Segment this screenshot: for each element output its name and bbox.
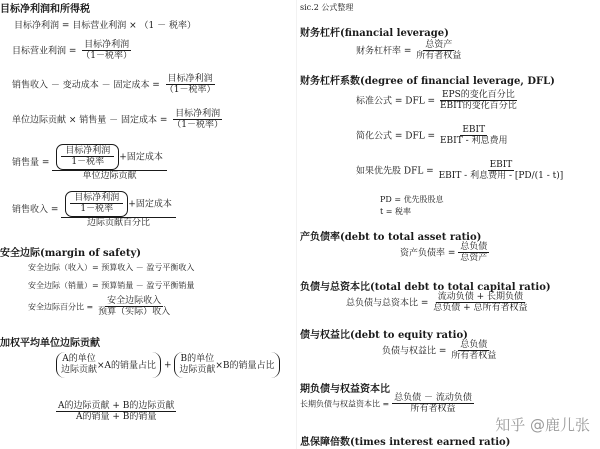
- formula-revenue-cost: 销售收入 － 变动成本 － 固定成本 = $\frac{\text{目标净利润}}{\text{（1－税率）}}$: [12, 74, 216, 96]
- note-t: t = 税率: [380, 207, 412, 216]
- formula-safety-percent: 安全边际百分比 = $\frac{\text{安全边际收入}}{\text{预算（实际）收入}}$: [28, 296, 171, 318]
- section-title-debt-asset: 产负债率(debt to total asset ratio): [300, 232, 482, 243]
- formula-sales-volume: 销售量 = $\frac{\text{目标净利润}}{\text{1－税率}}$ +固定成本 单位边际贡献: [12, 144, 167, 181]
- section-title-long-term-debt: 期负债与权益资本比: [300, 384, 390, 395]
- formula-debt-capital: 总负债与总资本比 = $\frac{\text{流动负债 + 长期负债}}{\text{总负债 + 总所有者权益}}$: [346, 292, 528, 314]
- section-title-margin-of-safety: 安全边际(margin of safety): [0, 248, 141, 259]
- section-title-dfl: 财务杠杆系数(degree of financial leverage, DFL): [300, 76, 555, 87]
- section-title-target-profit: 目标净利润和所得税: [0, 4, 90, 15]
- page-header: sic.2 公式整理: [300, 3, 354, 12]
- section-title-debt-equity: 债与权益比(debt to equity ratio): [300, 330, 468, 341]
- formula-sales-revenue: 销售收入 = $\frac{\text{目标净利润}}{\text{1－税率}}$ +固定成本 边际贡献百分比: [12, 191, 176, 228]
- formula-target-operating-profit: 目标营业利润 = $\frac{\text{目标净利润}}{\text{（1－税率）}}$: [12, 40, 133, 62]
- note-pd: PD = 优先股股息: [380, 195, 444, 204]
- formula-weighted-margin-ratio: $\frac{\text{A的边际贡献 + B的边际贡献}}{\text{A的销量 + B的销量}}$: [58, 401, 175, 423]
- formula-target-net-profit: 目标净利润 = 目标营业利润 × （1 － 税率）: [14, 21, 196, 31]
- formula-financial-leverage: 财务杠杆率 = $\frac{\text{总资产}}{\text{所有者权益}}$: [356, 40, 462, 62]
- section-title-debt-capital: 负债与总资本比(total debt to total capital ratio): [300, 282, 551, 293]
- formula-safety-revenue: 安全边际（收入）= 预算收入 － 盈亏平衡收入: [28, 263, 195, 272]
- formula-unit-margin: 单位边际贡献 × 销售量 － 固定成本 = $\frac{\text{目标净利润}}{\text{（1－税率）}}$: [12, 109, 223, 131]
- section-title-financial-leverage: 财务杠杆(financial leverage): [300, 28, 449, 39]
- formula-debt-asset: 资产负债率 = $\frac{\text{总负债}}{\text{总资产}}$: [400, 242, 488, 264]
- formula-dfl-simplified: 简化公式 = DFL = $\frac{\text{EBIT}}{\text{EBIT - 利息费用}}$: [356, 125, 508, 147]
- section-title-interest-coverage: 息保障倍数(times interest earned ratio): [300, 437, 511, 448]
- formula-dfl-preferred: 如果优先股 DFL = $\frac{\text{EBIT}}{\text{EBIT - 利息费用 - [PD/(1 - t)]}}$: [356, 160, 564, 182]
- watermark: 知乎 @鹿儿张: [495, 416, 590, 434]
- formula-dfl-standard: 标准公式 = DFL = $\frac{\text{EPS的变化百分比}}{\text{EBIT的变化百分比}}$: [356, 90, 517, 112]
- formula-debt-equity: 负债与权益比 = $\frac{\text{总负债}}{\text{所有者权益}}$: [382, 340, 497, 362]
- formula-weighted-margin-sum: A的单位 边际贡献 ×A的销量占比 + B的单位 边际贡献 ×B的销量占比: [56, 352, 280, 378]
- formula-long-term-debt: 长期负债与权益资本比 = $\frac{\text{总负债 － 流动负债}}{\text{所有者权益}}$: [300, 393, 472, 415]
- section-title-weighted-margin: 加权平均单位边际贡献: [0, 338, 100, 349]
- formula-safety-volume: 安全边际（销量）= 预算销量 － 盈亏平衡销量: [28, 281, 195, 290]
- column-divider: [296, 0, 297, 449]
